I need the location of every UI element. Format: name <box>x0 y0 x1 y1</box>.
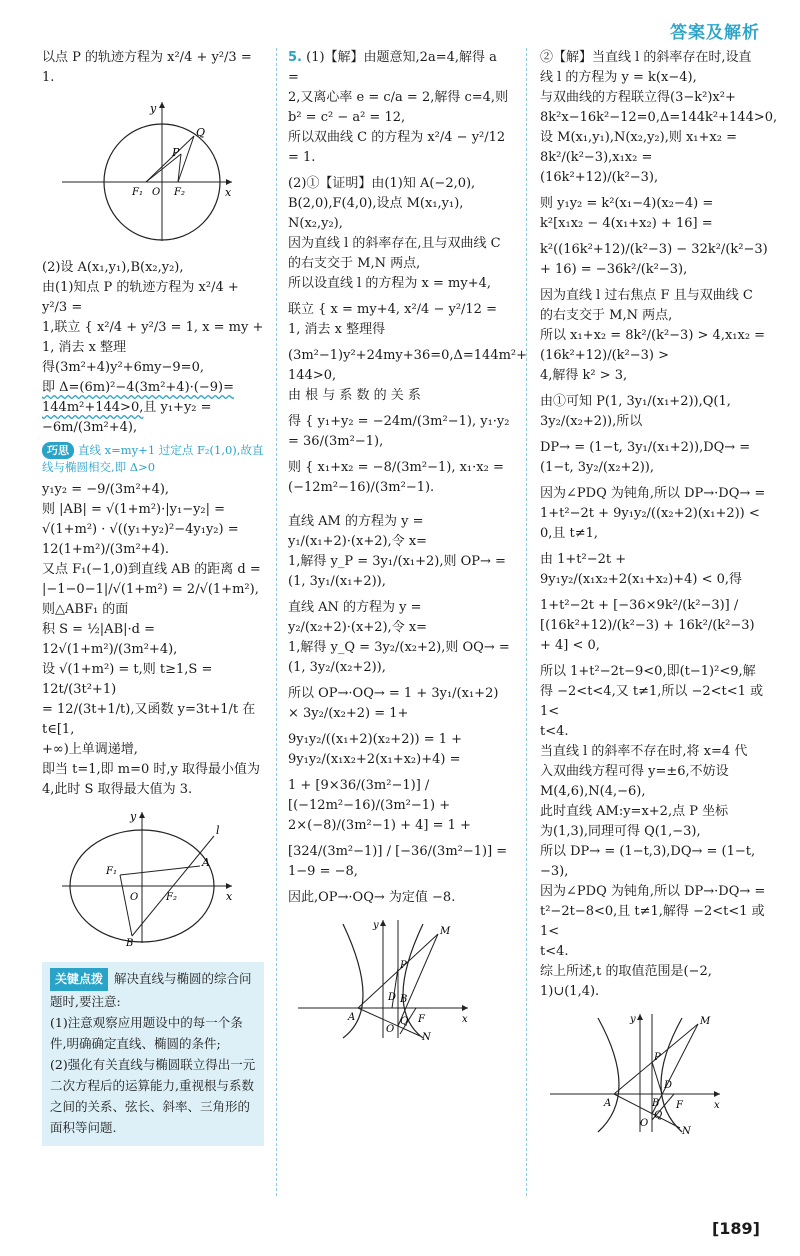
key-point-text: 解决直线与椭圆的综合问题时,要注意: <box>50 971 252 1009</box>
text-line: 入双曲线方程可得 y=±6,不妨设 <box>540 764 729 779</box>
column-divider <box>526 48 527 1196</box>
text-line: ②【解】当直线 l 的斜率存在时,设直 <box>540 50 752 65</box>
text-line: 1+t²−2t + 9y₁y₂/((x₂+2)(x₁+2)) < 0,且 t≠1, <box>540 506 760 541</box>
text-line: 1)∪(1,4). <box>540 984 600 999</box>
column-divider <box>276 48 277 1196</box>
axis-label-x: x <box>462 1014 468 1025</box>
text-line: t<4. <box>540 944 569 959</box>
text-line: 当直线 l 的斜率不存在时,将 x=4 代 <box>540 744 748 759</box>
column-middle <box>288 48 528 1053</box>
text-line: 9y₁y₂/((x₁+2)(x₂+2)) = 1 + 9y₁y₂/(x₁x₂+2(x₁+x₂)+4) = <box>288 732 463 767</box>
point-label: Q <box>400 1016 409 1027</box>
figure-hyperbola-2 <box>540 1010 768 1139</box>
text-line: 的右支交于 M,N 两点, <box>288 256 421 271</box>
point-label: N <box>682 1126 691 1135</box>
text-line: 所以双曲线 C 的方程为 x²/4 − y²/12 = 1. <box>288 130 506 165</box>
problem-number: 5. <box>288 50 302 65</box>
text-line: b² = c² − a² = 12, <box>288 110 406 125</box>
text-line: 则 |AB| = √(1+m²)·|y₁−y₂| = <box>42 502 226 517</box>
point-label: O <box>640 1118 649 1129</box>
text-line: 以点 P 的轨迹方程为 x²/4 + y²/3 = 1. <box>42 50 252 85</box>
text-line: 即当 t=1,即 m=0 时,y 取得最小值为 <box>42 762 261 777</box>
wavy-underline-text: 即 Δ=(6m)²−4(3m²+4)·(−9)= <box>42 380 234 395</box>
hint-note <box>42 442 264 476</box>
text-line: 的右支交于 M,N 两点, <box>540 308 673 323</box>
point-label: A <box>348 1012 356 1023</box>
axis-label-x: x <box>226 890 233 903</box>
figure-ellipse-2 <box>42 808 264 952</box>
point-label: M <box>700 1016 711 1027</box>
page-number: [189] <box>711 1219 760 1238</box>
text-line: 设 √(1+m²) = t,则 t≥1,S = 12t/(3t²+1) <box>42 662 213 697</box>
text-span: (1)【解】由题意知,2a=4,解得 a = <box>288 50 497 85</box>
text-span: 且 y₁+y₂ = −6m/(3m²+4), <box>42 400 212 435</box>
text-line: (2)①【证明】由(1)知 A(−2,0), <box>288 176 476 191</box>
text-line: 与双曲线的方程联立得(3−k²)x²+ <box>540 90 736 105</box>
point-label: B <box>126 938 134 948</box>
point-label: F <box>418 1014 425 1025</box>
text-line: 则 { x₁+x₂ = −8/(3m²−1), x₁·x₂ = (−12m²−16)/(3m²−1). <box>288 460 504 495</box>
point-label: D <box>388 992 397 1003</box>
text-line: 2,又离心率 e = c/a = 2,解得 c=4,则 <box>288 90 509 105</box>
text-line: 12(1+m²)/(3m²+4). <box>42 542 170 557</box>
point-label: D <box>664 1080 673 1091</box>
axis-label-y: y <box>630 1014 636 1025</box>
key-point-text: (1)注意观察应用题设中的每一个条件,明确确定直线、椭圆的条件; <box>50 1015 243 1051</box>
point-label: A <box>202 856 210 869</box>
text-line: 因为直线 l 过右焦点 F 且与双曲线 C <box>540 288 753 303</box>
text-line: t²−2t−8<0,且 t≠1,解得 −2<t<1 或 1< <box>540 904 765 939</box>
text-line: 得 −2<t<4,又 t≠1,所以 −2<t<1 或 1< <box>540 684 764 719</box>
text-line: 得(3m²+4)y²+6my−9=0, <box>42 360 204 375</box>
text-line: 积 S = ½|AB|·d = 12√(1+m²)/(3m²+4), <box>42 622 178 657</box>
point-label: F₁ <box>132 187 143 198</box>
text-line: t<4. <box>540 724 569 739</box>
text-line: 因为∠PDQ 为钝角,所以 DP→·DQ→ = <box>540 486 766 501</box>
text-line: 线 l 的方程为 y = k(x−4), <box>540 70 697 85</box>
key-point-box <box>42 962 264 1146</box>
text-line: 1,解得 y_Q = 3y₂/(x₂+2),则 OQ→ = (1, 3y₂/(x₂+2)), <box>288 640 510 675</box>
point-label: A <box>604 1098 612 1109</box>
text-line: 所以 DP→ = (1−t,3),DQ→ = (1−t,−3), <box>540 844 756 879</box>
text-line: 因为直线 l 的斜率存在,且与双曲线 C <box>288 236 501 251</box>
point-label: F <box>676 1100 683 1111</box>
text-line: [324/(3m²−1)] / [−36/(3m²−1)] = 1−9 = −8, <box>288 844 508 879</box>
point-label: O <box>386 1024 395 1035</box>
text-line: 8k²x−16k²−12=0,Δ=144k²+144>0, <box>540 110 778 125</box>
point-label: B <box>652 1098 660 1109</box>
text-line: 直线 AN 的方程为 y = y₂/(x₂+2)·(x+2),令 x= <box>288 600 428 635</box>
text-line: 由 根 与 系 数 的 关 系 <box>288 388 421 403</box>
text-line: 8k²/(k²−3),x₁x₂ = (16k²+12)/(k²−3), <box>540 150 659 185</box>
point-label: F₁ <box>106 866 117 877</box>
text-line: √(1+m²) · √((y₁+y₂)²−4y₁y₂) = <box>42 522 239 537</box>
text-line: 则 y₁y₂ = k²(x₁−4)(x₂−4) = <box>540 196 714 211</box>
text-line: 由(1)知点 P 的轨迹方程为 x²/4 + y²/3 = <box>42 280 239 315</box>
text-line: 直线 AM 的方程为 y = y₁/(x₁+2)·(x+2),令 x= <box>288 514 428 549</box>
text-line: 1+t²−2t + [−36×9k²/(k²−3)] / [(16k²+12)/(k²−3) + 16k²/(k²−3) + 4] < 0, <box>540 598 755 653</box>
text-line: |−1−0−1|/√(1+m²) = 2/√(1+m²),则△ABF₁ 的面 <box>42 582 259 617</box>
text-line: 因为∠PDQ 为钝角,所以 DP→·DQ→ = <box>540 884 766 899</box>
hint-badge: 巧思 <box>42 442 74 459</box>
axis-label-y: y <box>150 102 157 115</box>
axis-label-x: x <box>225 186 232 199</box>
point-label: F₂ <box>166 892 177 903</box>
text-line: 得 { y₁+y₂ = −24m/(3m²−1), y₁·y₂ = 36/(3m²−1), <box>288 414 510 449</box>
point-label: F₂ <box>174 187 185 198</box>
wavy-underline-text: 144m²+144>0, <box>42 400 144 415</box>
text-line: 1,解得 y_P = 3y₁/(x₁+2),则 OP→ = (1, 3y₁/(x₁+2)), <box>288 554 506 589</box>
text-line <box>288 48 510 88</box>
text-line: 由①可知 P(1, 3y₁/(x₁+2)),Q(1, 3y₂/(x₂+2)),所以 <box>540 394 731 429</box>
text-line: B(2,0),F(4,0),设点 M(x₁,y₁), <box>288 196 464 211</box>
text-line: 因此,OP→·OQ→ 为定值 −8. <box>288 890 456 905</box>
axis-label-y: y <box>373 920 379 931</box>
point-label: B <box>400 994 408 1005</box>
text-line: 所以 OP→·OQ→ = 1 + 3y₁/(x₁+2) × 3y₂/(x₂+2) = 1+ <box>288 686 499 721</box>
hint-text: 直线 x=my+1 过定点 F₂(1,0),故直线与椭圆相交,即 Δ>0 <box>42 443 264 474</box>
page-header-title: 答案及解析 <box>670 23 760 43</box>
axis-label-x: x <box>714 1100 720 1111</box>
text-line-emphasis <box>42 398 264 438</box>
text-line: 4,解得 k² > 3, <box>540 368 628 383</box>
point-label: P <box>654 1052 661 1063</box>
column-left <box>42 48 264 1146</box>
text-line: N(x₂,y₂), <box>288 216 343 231</box>
text-line: 综上所述,t 的取值范围是(−2, <box>540 964 712 979</box>
text-line: 由 1+t²−2t + 9y₁y₂/(x₁x₂+2(x₁+x₂)+4) < 0,得 <box>540 552 743 587</box>
point-label: O <box>152 187 161 198</box>
key-point-text: (2)强化有关直线与椭圆联立得出一元二次方程后的运算能力,重视根与系数之间的关系、弦长、斜率、三角形的面积等问题. <box>50 1057 256 1135</box>
text-line: 设 M(x₁,y₁),N(x₂,y₂),则 x₁+x₂ = <box>540 130 737 145</box>
text-line: y₁y₂ = −9/(3m²+4), <box>42 482 170 497</box>
text-line: (2)设 A(x₁,y₁),B(x₂,y₂), <box>42 260 184 275</box>
text-line: 联立 { x = my+4, x²/4 − y²/12 = 1, 消去 x 整理得 <box>288 302 497 337</box>
text-line: 1 + [9×36/(3m²−1)] / [(−12m²−16)/(3m²−1) + 2×(−8)/(3m²−1) + 4] = 1 + <box>288 778 471 833</box>
point-label: O <box>130 892 139 903</box>
point-label: Q <box>196 126 206 139</box>
text-line: (3m²−1)y²+24my+36=0,Δ=144m²+ <box>288 348 528 363</box>
point-label: P <box>400 960 407 971</box>
text-line: 144>0, <box>288 368 337 383</box>
line-label: l <box>216 824 220 837</box>
text-line: = 12/(3t+1/t),又函数 y=3t+1/t 在 t∈[1, <box>42 702 256 737</box>
text-line: 又点 F₁(−1,0)到直线 AB 的距离 d = <box>42 562 261 577</box>
text-line: 所以 1+t²−2t−9<0,即(t−1)²<9,解 <box>540 664 756 679</box>
figure-ellipse-1 <box>42 96 264 250</box>
text-line: k²[x₁x₂ − 4(x₁+x₂) + 16] = <box>540 216 713 231</box>
column-right <box>540 48 778 1147</box>
key-point-title: 关键点拨 <box>50 968 108 991</box>
text-line: 4,此时 S 取得最大值为 3. <box>42 782 193 797</box>
text-line: 所以设直线 l 的方程为 x = my+4, <box>288 276 492 291</box>
text-line: 此时直线 AM:y=x+2,点 P 坐标 <box>540 804 729 819</box>
text-line: M(4,6),N(4,−6), <box>540 784 646 799</box>
point-label: N <box>422 1032 431 1041</box>
text-line: DP→ = (1−t, 3y₁/(x₁+2)),DQ→ = (1−t, 3y₂/(x₂+2)), <box>540 440 751 475</box>
text-line: 所以 x₁+x₂ = 8k²/(k²−3) > 4,x₁x₂ = (16k²+12)/(k²−3) > <box>540 328 766 363</box>
figure-hyperbola-1 <box>288 916 510 1045</box>
text-line-emphasis <box>42 378 264 398</box>
point-label: Q <box>654 1110 663 1121</box>
axis-label-y: y <box>130 810 137 823</box>
text-line: 为(1,3),同理可得 Q(1,−3), <box>540 824 701 839</box>
point-label: P <box>172 146 180 159</box>
point-label: M <box>440 926 451 937</box>
text-line: k²((16k²+12)/(k²−3) − 32k²/(k²−3) + 16) = −36k²/(k²−3), <box>540 242 768 277</box>
text-line: 1,联立 { x²/4 + y²/3 = 1, x = my + 1, 消去 x 整理 <box>42 320 264 355</box>
text-line: +∞)上单调递增, <box>42 742 138 757</box>
